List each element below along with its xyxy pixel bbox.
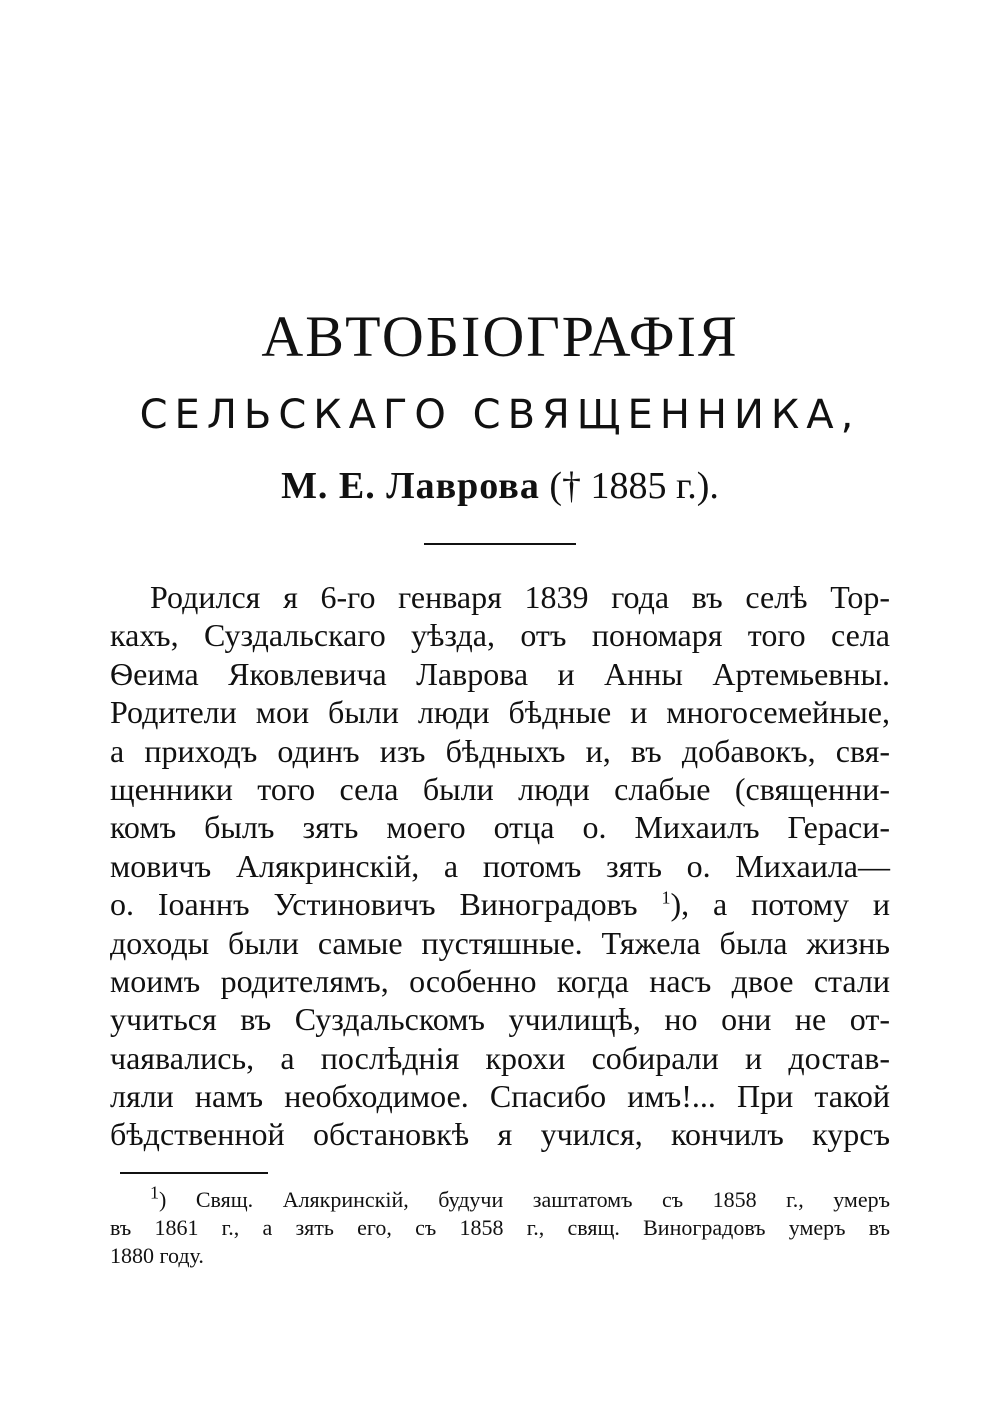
text-line: чаявались, а послѣднія крохи собирали и достав- [110,1039,890,1076]
footnote-reference: 1 [661,887,671,908]
page-title: АВТОБІОГРАФІЯ [261,304,739,369]
body-text [110,578,890,1154]
author-name: М. Е. Лаврова [281,465,540,507]
text-line-end: ), а потому и [670,886,891,923]
text-line: учиться въ Суздальскомъ училищѣ, но они не от- [110,1001,890,1038]
text-line: Ѳеима Яковлевича Лаврова и Анны Артемьевны. [110,655,890,692]
footnote-line [110,1182,890,1214]
text-line: Родители мои были люди бѣдные и многосемейные, [110,694,890,731]
footnote-divider [120,1172,268,1174]
text-line: доходы были самые пустяшные. Тяжела была жизнь [110,924,890,961]
text-line: ляли намъ необходимое. Спасибо имъ!... При такой [110,1078,890,1115]
footnote-line: въ 1861 г., а зять его, съ 1858 г., свящ. Виноградовъ умеръ въ [110,1215,890,1240]
text-line: Родился я 6-го генваря 1839 года въ селѣ Тор- [150,579,890,615]
footnote-marker: 1 [150,1182,159,1203]
text-line: мовичъ Алякринскій, а потомъ зять о. Михаила— [110,847,890,884]
text-line: щенники того села были люди слабые (священни- [110,770,890,807]
page-subtitle: СЕЛЬСКАГО СВЯЩЕННИКА, [139,392,861,438]
author-dates: († 1885 г.). [549,465,719,507]
text-line: кахъ, Суздальскаго уѣзда, отъ пономаря того села [110,617,890,654]
text-line: моимъ родителямъ, особенно когда насъ двое стали [110,962,890,999]
title-divider [424,543,576,545]
text-line-start: о. Іоаннъ Устиновичъ Виноградовъ [110,886,638,923]
author-line [0,462,1000,510]
footnote [110,1182,890,1270]
text-line: а приходъ одинъ изъ бѣдныхъ и, въ добавокъ, свя- [110,732,890,769]
text-line: комъ былъ зять моего отца о. Михаилъ Гераси- [110,809,890,846]
text-line: бѣдственной обстановкѣ я учился, кончилъ курсъ [110,1116,890,1153]
text-line [110,885,890,923]
footnote-line: 1880 году. [110,1243,204,1268]
footnote-line-text: ) Свящ. Алякринскій, будучи заштатомъ съ 1858 г., умеръ [159,1187,890,1212]
